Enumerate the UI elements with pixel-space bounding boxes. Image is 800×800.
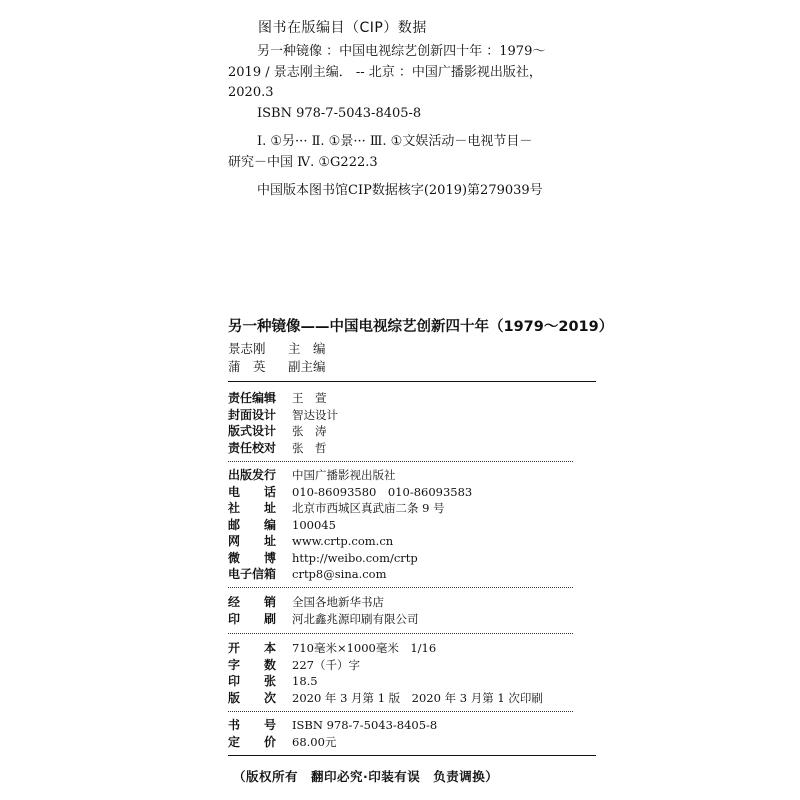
specs-row — [228, 657, 543, 674]
cip-classification-2: 研究－中国 Ⅳ. ①G222.3 — [228, 154, 378, 170]
staff-value: 张 哲 — [292, 440, 327, 455]
editor-row — [228, 340, 326, 358]
specs-row — [228, 690, 543, 707]
staff-row — [228, 390, 338, 407]
editor-role: 主 编 — [288, 341, 326, 356]
publisher-row — [228, 517, 472, 534]
publisher-row — [228, 566, 472, 583]
staff-value: 张 涛 — [292, 424, 327, 438]
publisher-value: http://weibo.com/crtp — [292, 550, 418, 565]
cip-record — [228, 42, 608, 202]
publisher-value: 010-86093580 010-86093583 — [292, 484, 473, 499]
deputy-editor-row — [228, 358, 326, 376]
divider — [228, 755, 596, 756]
dotted-divider — [228, 633, 573, 634]
dotted-divider — [228, 711, 573, 712]
cip-isbn: ISBN 978-7-5043-8405-8 — [257, 105, 422, 121]
publisher-value: crtp8@sina.com — [292, 567, 387, 581]
cip-line-1: 另一种镜像 ：中国电视综艺创新四十年 ：1979～ — [257, 44, 546, 59]
divider — [228, 381, 596, 382]
publisher-label: 邮 编 — [228, 517, 277, 532]
cip-line-3: 2020.3 — [228, 85, 274, 100]
staff-label: 责任校对 — [228, 440, 277, 455]
specs-value: 18.5 — [292, 674, 318, 688]
pricing-block — [228, 717, 437, 750]
pricing-value: 68.00元 — [292, 734, 337, 749]
distribution-value: 全国各地新华书店 — [292, 595, 384, 609]
pricing-row — [228, 717, 437, 734]
distribution-row — [228, 611, 419, 628]
publisher-value: 中国广播影视出版社 — [292, 468, 396, 482]
specs-label: 版 次 — [228, 690, 277, 705]
publisher-label: 出版发行 — [228, 468, 277, 482]
publisher-block — [228, 467, 472, 583]
cip-classification-1: Ⅰ. ①另··· Ⅱ. ①景··· Ⅲ. ①文娱活动－电视节目－ — [257, 134, 533, 149]
cip-heading: 图书在版编目（CIP）数据 — [258, 20, 427, 36]
pricing-label: 定 价 — [228, 734, 277, 749]
deputy-editor-name: 蒲 英 — [228, 359, 266, 374]
pricing-label: 书 号 — [228, 718, 277, 732]
staff-label: 版式设计 — [228, 424, 277, 438]
book-title: 另一种镜像——中国电视综艺创新四十年（1979～2019） — [228, 319, 614, 335]
distribution-row — [228, 594, 419, 611]
specs-row — [228, 640, 543, 657]
staff-value: 王 萱 — [292, 391, 327, 405]
editor-name: 景志刚 — [228, 341, 266, 356]
distribution-block — [228, 594, 419, 627]
specs-row — [228, 673, 543, 690]
pricing-value: ISBN 978-7-5043-8405-8 — [292, 718, 438, 732]
publisher-label: 电 话 — [228, 484, 277, 499]
distribution-value: 河北鑫兆源印刷有限公司 — [292, 611, 419, 626]
publisher-label: 网 址 — [228, 534, 277, 548]
publisher-label: 社 址 — [228, 501, 277, 515]
cip-number: 中国版本图书馆CIP数据核字(2019)第279039号 — [257, 183, 543, 198]
distribution-label: 印 刷 — [228, 611, 277, 626]
publisher-row — [228, 533, 472, 550]
dotted-divider — [228, 587, 573, 588]
publisher-row — [228, 500, 472, 517]
specs-label: 印 张 — [228, 674, 277, 688]
publisher-row — [228, 550, 472, 567]
cip-line-2: 2019 / 景志刚主编． -- 北京 ：中国广播影视出版社， — [228, 64, 542, 80]
publisher-value: 北京市西城区真武庙二条 9 号 — [292, 501, 445, 515]
specs-value: 2020 年 3 月第 1 版 2020 年 3 月第 1 次印刷 — [292, 690, 543, 705]
specs-label: 开 本 — [228, 641, 277, 655]
publisher-row — [228, 467, 472, 484]
distribution-label: 经 销 — [228, 595, 277, 609]
publisher-value: www.crtp.com.cn — [292, 534, 394, 548]
specs-value: 227（千）字 — [292, 657, 360, 672]
staff-label: 封面设计 — [228, 407, 277, 422]
publisher-row — [228, 484, 472, 501]
editors — [228, 340, 326, 376]
staff-row — [228, 407, 338, 424]
deputy-editor-role: 副主编 — [288, 359, 326, 374]
staff-value: 智达设计 — [292, 407, 338, 422]
staff-row — [228, 423, 338, 440]
pricing-row — [228, 734, 437, 751]
staff-block — [228, 390, 338, 456]
specs-block — [228, 640, 543, 706]
rights-notice: （版权所有 翻印必究·印装有误 负责调换） — [233, 769, 499, 784]
specs-label: 字 数 — [228, 657, 277, 672]
staff-row — [228, 440, 338, 457]
publisher-value: 100045 — [292, 517, 336, 532]
staff-label: 责任编辑 — [228, 391, 277, 405]
specs-value: 710毫米×1000毫米 1/16 — [292, 641, 437, 655]
publisher-label: 电子信箱 — [228, 567, 277, 581]
dotted-divider — [228, 461, 573, 462]
publisher-label: 微 博 — [228, 550, 277, 565]
